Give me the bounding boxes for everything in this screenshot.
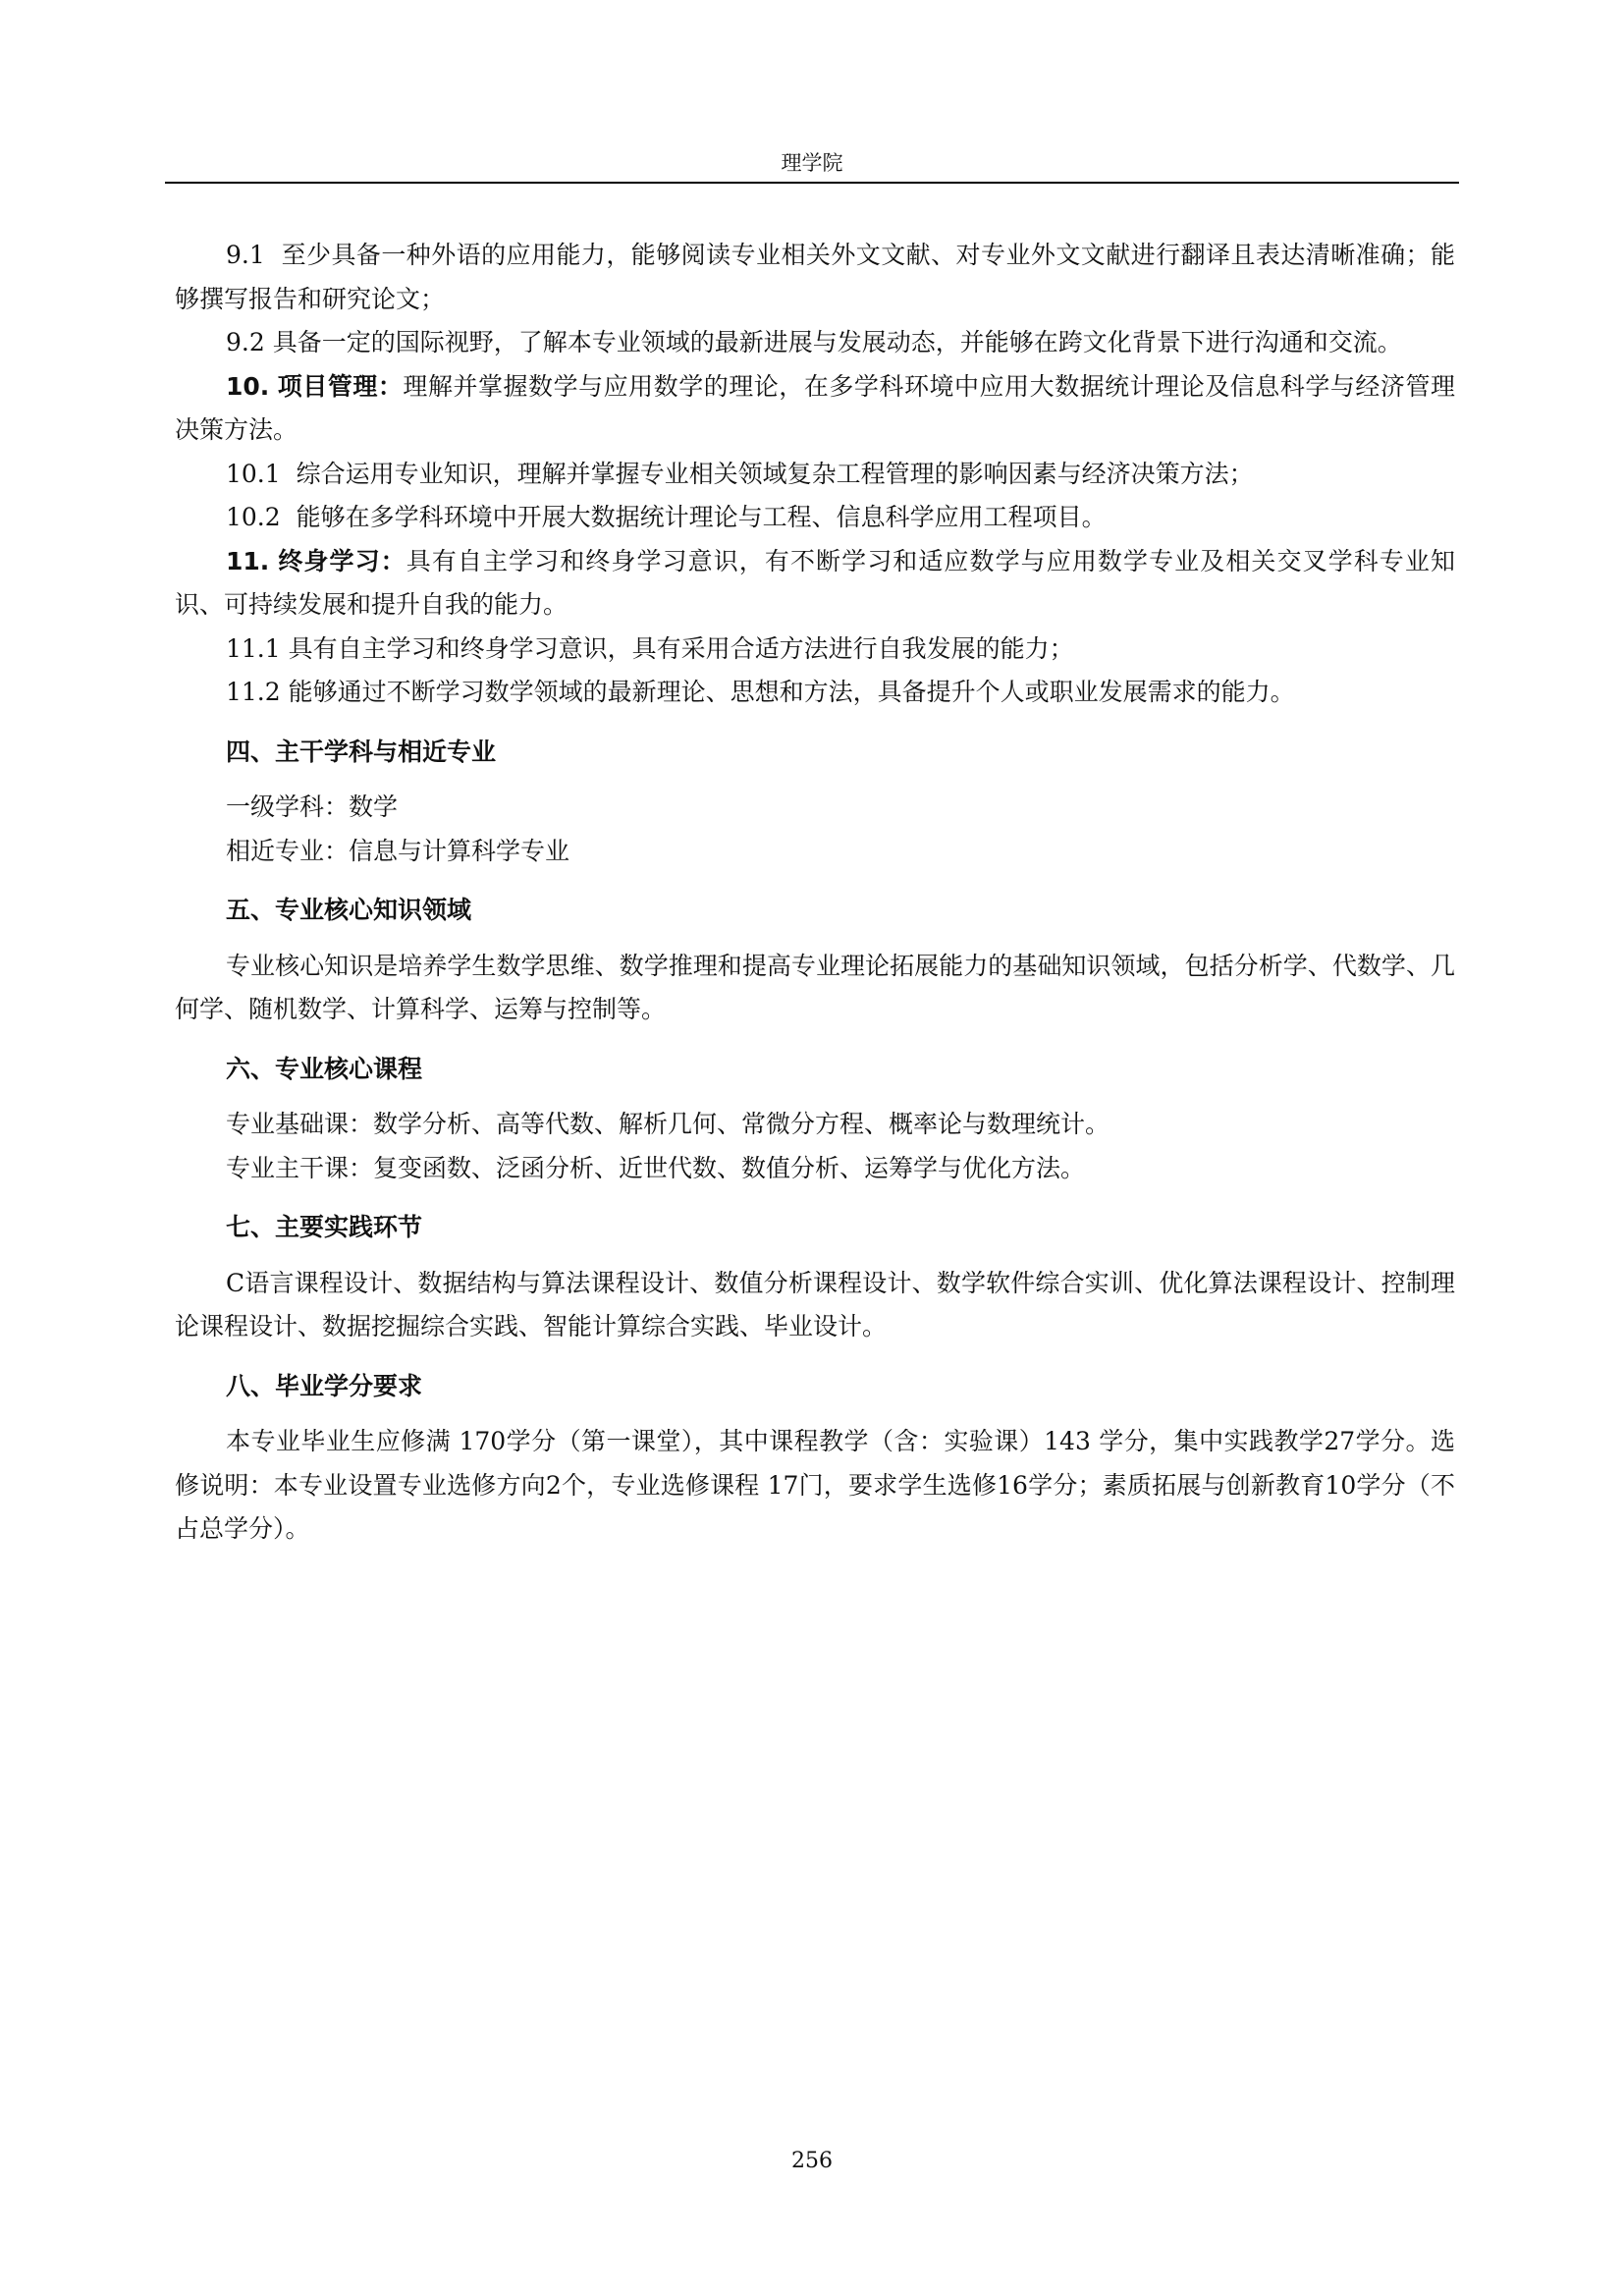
section-4-heading: 四、主干学科与相近专业: [226, 737, 497, 766]
item-11: [175, 540, 1455, 628]
section-8-heading: 八、毕业学分要求: [226, 1371, 423, 1400]
section-6-main-courses: 专业主干课：复变函数、泛函分析、近世代数、数值分析、运筹学与优化方法。: [226, 1153, 1086, 1182]
item-text: 具有自主学习和终身学习意识，有不断学习和适应数学与应用数学专业及相关交叉学科专业知识、可持续发展和提升自我的能力。: [175, 546, 1455, 619]
item-title: 终身学习：: [278, 546, 406, 575]
running-header: 理学院: [781, 151, 843, 175]
section-6-heading: 六、专业核心课程: [226, 1054, 423, 1083]
item-title: 项目管理：: [277, 371, 404, 401]
item-9-2: [175, 321, 1455, 365]
item-number: 10.: [226, 371, 270, 401]
section-4-related: 相近专业：信息与计算科学专业: [226, 836, 570, 865]
item-text: 具备一定的国际视野，了解本专业领域的最新进展与发展动态，并能够在跨文化背景下进行沟通和交流。: [272, 328, 1402, 356]
document-body: [175, 234, 1455, 1552]
item-9-1: [175, 234, 1455, 321]
item-10: [175, 365, 1455, 453]
item-number: 11.2: [226, 678, 281, 706]
item-number: 9.2: [226, 328, 265, 356]
item-text: 具有自主学习和终身学习意识，具有采用合适方法进行自我发展的能力；: [288, 633, 1074, 663]
item-number: 10.1: [226, 459, 281, 488]
header-rule: [165, 182, 1459, 184]
item-number: 11.1: [226, 633, 281, 663]
item-11-1: [175, 628, 1455, 672]
item-10-1: [175, 453, 1455, 497]
item-number: 11.: [226, 546, 270, 575]
section-5-heading: 五、专业核心知识领域: [226, 896, 472, 924]
section-7-heading: 七、主要实践环节: [226, 1213, 423, 1241]
page-number: 256: [791, 2149, 833, 2173]
item-text: 能够在多学科环境中开展大数据统计理论与工程、信息科学应用工程项目。: [296, 503, 1107, 531]
item-10-2: [175, 496, 1455, 540]
item-number: 10.2: [226, 503, 281, 531]
item-11-2: [175, 671, 1455, 715]
item-text: 综合运用专业知识，理解并掌握专业相关领域复杂工程管理的影响因素与经济决策方法；: [296, 459, 1254, 488]
section-7-text: C语言课程设计、数据结构与算法课程设计、数值分析课程设计、数学软件综合实训、优化算法课程设计、控制理论课程设计、数据挖掘综合实践、智能计算综合实践、毕业设计。: [175, 1268, 1455, 1340]
item-text: 理解并掌握数学与应用数学的理论，在多学科环境中应用大数据统计理论及信息科学与经济管理决策方法。: [175, 371, 1455, 444]
section-6-basic-courses: 专业基础课：数学分析、高等代数、解析几何、常微分方程、概率论与数理统计。: [226, 1110, 1110, 1138]
section-8-text: 本专业毕业生应修满 170学分（第一课堂），其中课程教学（含：实验课）143 学分，集中实践教学27学分。选修说明：本专业设置专业选修方向2个，专业选修课程 17门，要求学生选修16学分；素质拓展与创新教育10学分（不占总学分）。: [175, 1427, 1455, 1543]
item-text: 至少具备一种外语的应用能力，能够阅读专业相关外文文献、对专业外文文献进行翻译且表达清晰准确；能够撰写报告和研究论文；: [175, 241, 1455, 313]
section-5-text: 专业核心知识是培养学生数学思维、数学推理和提高专业理论拓展能力的基础知识领域，包括分析学、代数学、几何学、随机数学、计算科学、运筹与控制等。: [175, 951, 1455, 1023]
item-text: 能够通过不断学习数学领域的最新理论、思想和方法，具备提升个人或职业发展需求的能力。: [288, 678, 1295, 706]
item-number: 9.1: [226, 241, 265, 269]
section-4-discipline: 一级学科：数学: [226, 793, 399, 821]
